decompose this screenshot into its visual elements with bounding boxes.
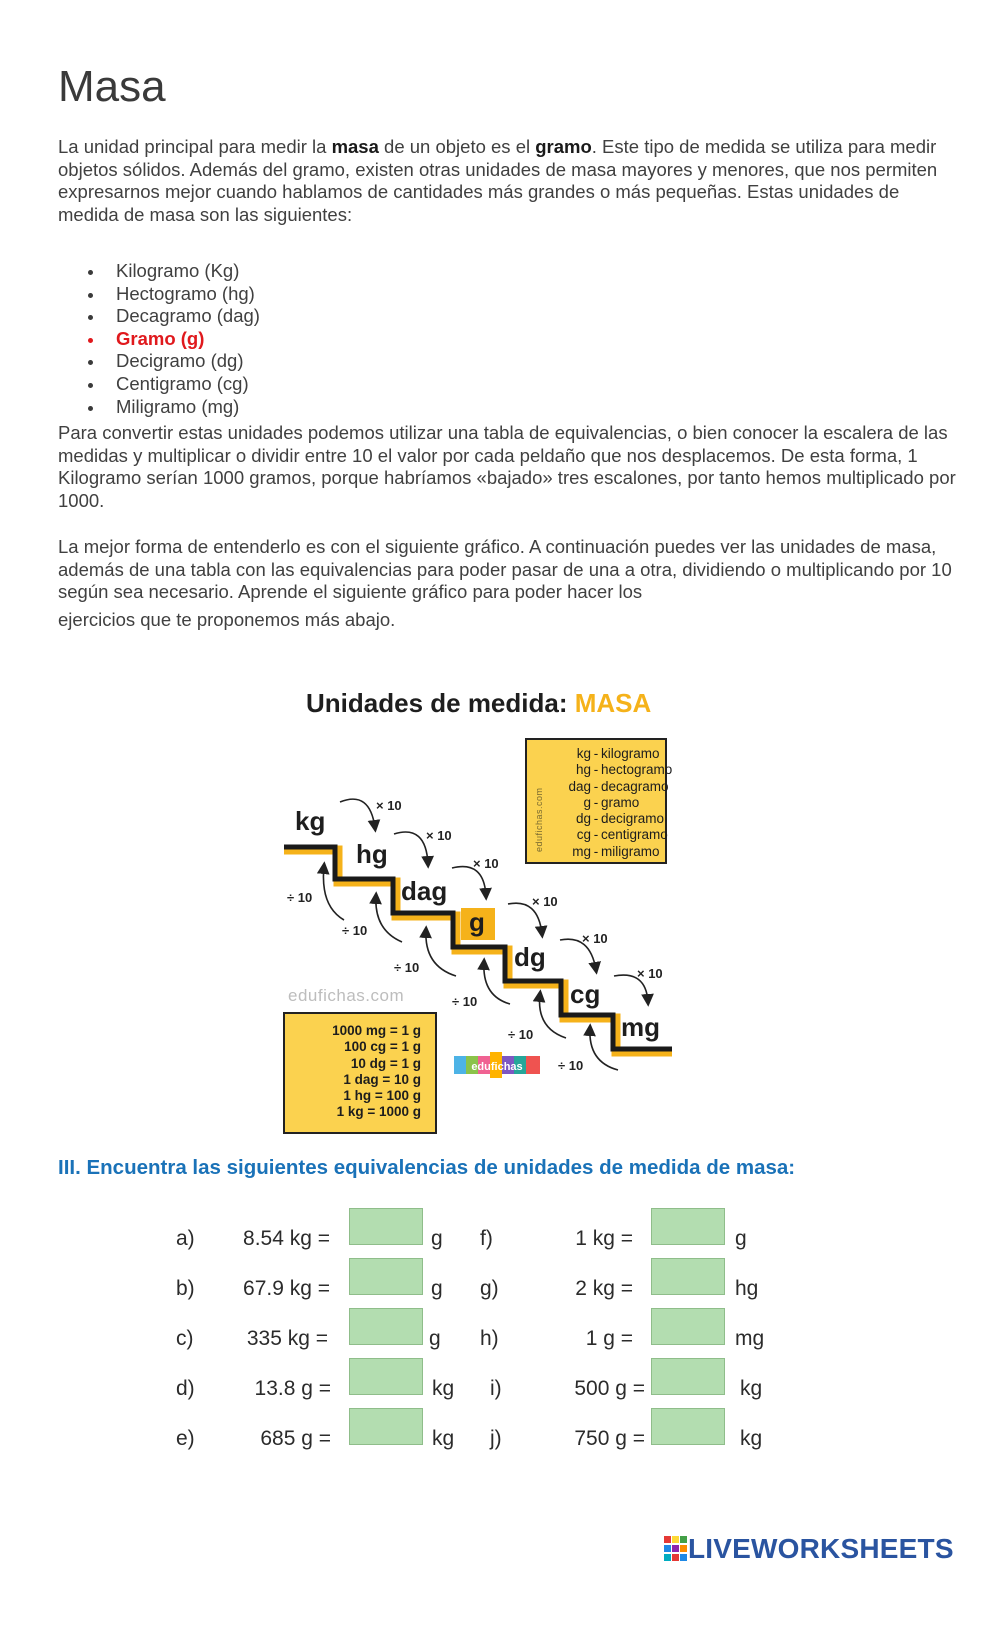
list-item-highlighted: Gramo (g): [58, 328, 260, 351]
legend-row: dag - decagramo: [568, 778, 669, 794]
item-expression: 13.8 g =: [254, 1377, 331, 1400]
legend-row: kg - kilogramo: [576, 746, 660, 761]
bold-gramo: gramo: [535, 136, 592, 157]
item-unit: kg: [432, 1377, 455, 1400]
logo-text: edufichas: [471, 1061, 523, 1073]
item-expression: 335 kg =: [246, 1327, 328, 1350]
step-mg: mg: [621, 1012, 660, 1042]
step-kg: kg: [295, 806, 326, 836]
list-item: Centigramo (cg): [58, 373, 260, 396]
list-item: Hectogramo (hg): [58, 283, 260, 306]
equivalence-row: 1 kg = 1000 g: [336, 1104, 421, 1120]
legend-row: cg - centigramo: [576, 827, 668, 843]
item-unit: g: [735, 1227, 747, 1250]
item-unit: g: [429, 1327, 441, 1350]
legend-row: mg - miligramo: [572, 843, 660, 859]
conversion-paragraph: Para convertir estas unidades podemos utilizar una tabla de equivalencias, o bien conocer la escalera de las medidas y multiplicar o dividir entre 10 el valor por cada peldaño que nos desplacemos. De esta forma, 1 Kilogramo serían 1000 gramos, porque habríamos «bajado» tres escalones, por tanto hemos multiplicado por 1000.: [58, 422, 956, 511]
step-cg: cg: [570, 979, 601, 1009]
equivalence-row: 1 dag = 10 g: [343, 1071, 421, 1087]
item-label: d): [176, 1377, 195, 1400]
list-item: Kilogramo (Kg): [58, 260, 260, 283]
equivalence-row: 10 dg = 1 g: [350, 1055, 421, 1071]
item-unit: kg: [740, 1427, 763, 1450]
multiply-label: × 10: [426, 828, 452, 843]
item-unit: kg: [740, 1377, 763, 1400]
divide-label: ÷ 10: [287, 890, 313, 905]
item-label: f): [480, 1227, 493, 1250]
item-expression: 1 g =: [585, 1327, 633, 1350]
intro-paragraph: La unidad principal para medir la masa de un objeto es el gramo. Este tipo de medida se utiliza para medir objetos sólidos. Además del gramo, existen otras unidades de masa mayores y menores, que nos permiten expresarnos mejor cuando hablamos de cantidades más grandes o más pequeñas. Estas unidades de medida de masa son las siguientes:: [58, 136, 938, 225]
answer-input-h[interactable]: [651, 1308, 725, 1345]
exercise-title: III. Encuentra las siguientes equivalencias de unidades de medida de masa:: [58, 1156, 796, 1179]
multiply-arrow: [340, 799, 375, 828]
page-title: Masa: [58, 62, 166, 111]
bold-masa: masa: [331, 136, 379, 157]
multiply-label: × 10: [532, 894, 558, 909]
step-dg: dg: [514, 942, 546, 972]
item-unit: g: [431, 1227, 443, 1250]
legend-row: hg - hectogramo: [575, 762, 673, 778]
answer-input-j[interactable]: [651, 1408, 725, 1445]
divide-label: ÷ 10: [342, 923, 368, 938]
answer-input-d[interactable]: [349, 1358, 423, 1395]
item-label: h): [480, 1327, 499, 1350]
item-label: i): [490, 1377, 502, 1400]
list-item: Miligramo (mg): [58, 396, 260, 419]
multiply-label: × 10: [637, 966, 663, 981]
divide-label: ÷ 10: [508, 1027, 534, 1042]
divide-label: ÷ 10: [394, 960, 420, 975]
answer-input-a[interactable]: [349, 1208, 423, 1245]
list-item: Decigramo (dg): [58, 350, 260, 373]
answer-input-b[interactable]: [349, 1258, 423, 1295]
legend-watermark: edufichas.com: [534, 787, 544, 852]
list-item: Decagramo (dag): [58, 305, 260, 328]
mass-units-list: [58, 260, 260, 418]
item-expression: 2 kg =: [575, 1277, 633, 1300]
step-hg: hg: [356, 839, 388, 869]
multiply-label: × 10: [376, 798, 402, 813]
step-g: g: [469, 907, 485, 937]
item-label: e): [176, 1427, 195, 1450]
equivalence-row: 1000 mg = 1 g: [332, 1023, 421, 1038]
equivalence-table: [283, 1012, 437, 1134]
edufichas-logo: [454, 1050, 544, 1080]
equivalence-row: 100 cg = 1 g: [344, 1039, 421, 1055]
figure-watermark: edufichas.com: [288, 986, 405, 1005]
abbreviation-legend: [525, 738, 673, 864]
multiply-arrow: [394, 832, 428, 864]
item-expression: 1 kg =: [575, 1227, 633, 1250]
mass-units-infographic: [280, 680, 700, 1140]
graphic-paragraph: La mejor forma de entenderlo es con el siguiente gráfico. A continuación puedes ver las unidades de masa, además de una tabla con las equivalencias para poder pasar de una a otra, dividiendo o multiplicando por 10 según sea necesario. Aprende el siguiente gráfico para poder hacer los ejercicios que te proponemos más abajo.: [58, 536, 952, 630]
item-unit: g: [431, 1277, 443, 1300]
figure-title: Unidades de medida: MASA: [306, 688, 652, 718]
brand-name: LIVEWORKSHEETS: [688, 1533, 954, 1564]
liveworksheets-brand[interactable]: [664, 1533, 954, 1565]
item-expression: 685 g =: [260, 1427, 331, 1450]
answer-input-i[interactable]: [651, 1358, 725, 1395]
item-expression: 8.54 kg =: [243, 1227, 330, 1250]
item-unit: mg: [735, 1327, 765, 1350]
item-expression: 67.9 kg =: [243, 1277, 330, 1300]
answer-input-g[interactable]: [651, 1258, 725, 1295]
item-label: b): [176, 1277, 195, 1300]
item-expression: 750 g =: [574, 1427, 645, 1450]
answer-input-c[interactable]: [349, 1308, 423, 1345]
multiply-label: × 10: [582, 931, 608, 946]
equivalence-row: 1 hg = 100 g: [343, 1088, 421, 1104]
divide-label: ÷ 10: [558, 1058, 584, 1073]
legend-row: g - gramo: [583, 794, 640, 810]
liveworksheets-icon: [664, 1536, 688, 1562]
item-unit: hg: [735, 1277, 759, 1300]
step-dag: dag: [401, 876, 448, 906]
legend-row: dg - decigramo: [575, 811, 665, 827]
item-label: a): [176, 1227, 195, 1250]
multiply-label: × 10: [473, 856, 499, 871]
answer-input-e[interactable]: [349, 1408, 423, 1445]
item-expression: 500 g =: [574, 1377, 645, 1400]
item-label: c): [176, 1327, 194, 1350]
answer-input-f[interactable]: [651, 1208, 725, 1245]
item-label: g): [480, 1277, 499, 1300]
item-label: j): [490, 1427, 502, 1450]
item-unit: kg: [432, 1427, 455, 1450]
divide-label: ÷ 10: [452, 994, 478, 1009]
